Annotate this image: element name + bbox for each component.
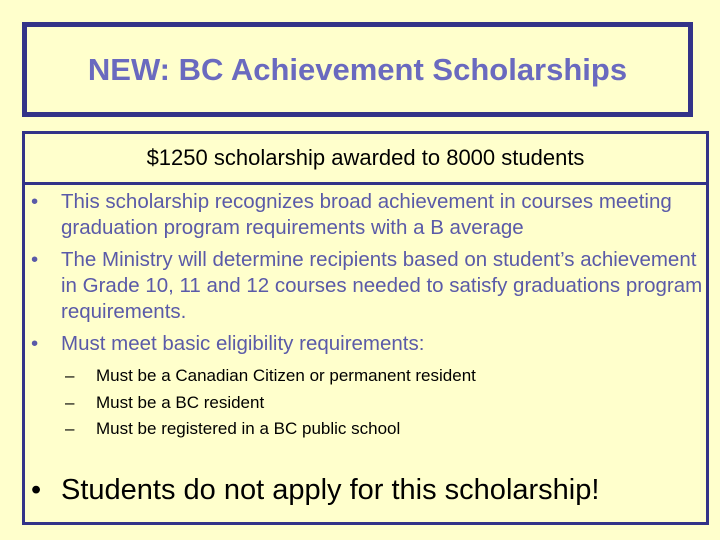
bullet-list (25, 189, 706, 447)
bullet-text: The Ministry will determine recipients based on student’s achievement in Grade 10, 11 and 12 courses needed to satisfy graduations program requirements. (61, 248, 703, 323)
bullet-item (25, 247, 706, 325)
sub-bullet-item (25, 363, 706, 390)
sub-bullet-item (25, 416, 706, 443)
bullet-item (25, 331, 706, 357)
sub-bullet-group (25, 363, 706, 443)
title-box (22, 22, 693, 117)
bullet-text: Must meet basic eligibility requirements: (61, 332, 425, 355)
content-box (22, 131, 709, 525)
dash-icon: – (65, 392, 75, 412)
final-bullet (25, 474, 599, 507)
sub-bullet-text: Must be a Canadian Citizen or permanent resident (96, 366, 476, 385)
bullet-text: This scholarship recognizes broad achievement in courses meeting graduation program requirements with a B average (61, 190, 672, 239)
sub-bullet-text: Must be a BC resident (96, 392, 265, 412)
bullet-icon: • (31, 248, 39, 271)
bullet-icon: • (31, 332, 39, 355)
bullet-icon: • (31, 190, 39, 213)
sub-bullet-text: Must be registered in a BC public school (96, 419, 401, 438)
final-bullet-text: Students do not apply for this scholarship! (61, 474, 600, 506)
sub-bullet-item (25, 390, 706, 417)
bullet-icon: • (31, 474, 42, 506)
bullet-item (25, 189, 706, 241)
dash-icon: – (65, 366, 75, 385)
dash-icon: – (65, 419, 75, 438)
slide-subtitle: $1250 scholarship awarded to 8000 students (25, 134, 706, 185)
slide-title: NEW: BC Achievement Scholarships (87, 51, 628, 87)
